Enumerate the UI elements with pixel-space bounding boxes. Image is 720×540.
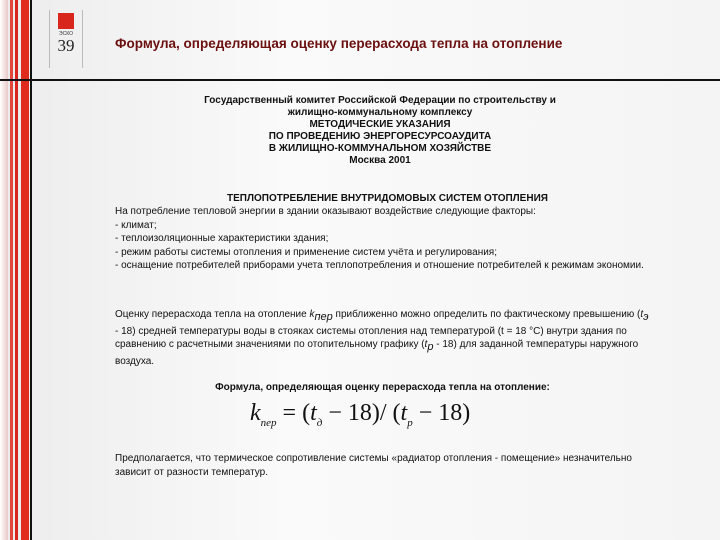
divider-horizontal: [0, 79, 720, 81]
divider-vertical: [30, 0, 32, 540]
factor-item: - режим работы системы отопления и применение систем учёта и регулирования;: [115, 246, 497, 258]
header-line: МЕТОДИЧЕСКИЕ УКАЗАНИЯ: [309, 119, 451, 130]
logo-icon: [58, 13, 74, 29]
header-line: В ЖИЛИЩНО-КОММУНАЛЬНОМ ХОЗЯЙСТВЕ: [268, 143, 492, 154]
decor-stripe: [21, 0, 29, 540]
document-header: [150, 95, 610, 167]
formula: $k_{пер} = (t_д - 18)/$ $(t_p - 18)$: [250, 400, 471, 429]
decor-stripe: [15, 0, 18, 540]
explanation-paragraph: Оценку перерасхода тепла на отопление $k_{пер}$ приближенно можно определить по фактическому превышению $(t_э - 18)$ средней температуры воды в стояках системы отопления над температурой (t = 18 °С) внутри здания по сравнению с расчетными значениями по отопительному графику $(t_р - 18)$ для заданной температуры наружного воздуха.: [115, 309, 649, 367]
factor-item: - оснащение потребителей приборами учета теплопотребления и отношение потребителей к режимам экономии.: [115, 260, 644, 271]
header-line: жилищно-коммунальному комплексу: [287, 107, 473, 118]
formula-label: Формула, определяющая оценку перерасхода тепла на отопление:: [215, 382, 550, 393]
decor-stripe: [10, 0, 13, 540]
header-line: ПО ПРОВЕДЕНИЮ ЭНЕРГОРЕСУРСОАУДИТА: [268, 131, 492, 142]
logo-text: ЭСКО: [59, 31, 73, 37]
header-line: Москва 2001: [349, 155, 411, 166]
factors-intro: На потребление тепловой энергии в здании оказывают воздействие следующие факторы:: [115, 206, 536, 217]
logo-number: 39: [57, 36, 75, 55]
decor-stripe: [0, 0, 8, 540]
slide-title: Формула, определяющая оценку перерасхода тепла на отопление: [115, 36, 563, 51]
note-paragraph: Предполагается, что термическое сопротивление системы «радиатор отопления - помещение» незначительно зависит от разности температур.: [115, 453, 632, 478]
header-line: Государственный комитет Российской Федерации по строительству и: [204, 95, 556, 106]
logo: [49, 10, 83, 68]
factor-item: - теплоизоляционные характеристики здания;: [115, 233, 329, 244]
factors-section: [115, 193, 650, 273]
factor-item: - климат;: [115, 219, 157, 231]
section-title: ТЕПЛОПОТРЕБЛЕНИЕ ВНУТРИДОМОВЫХ СИСТЕМ ОТОПЛЕНИЯ: [227, 193, 548, 204]
